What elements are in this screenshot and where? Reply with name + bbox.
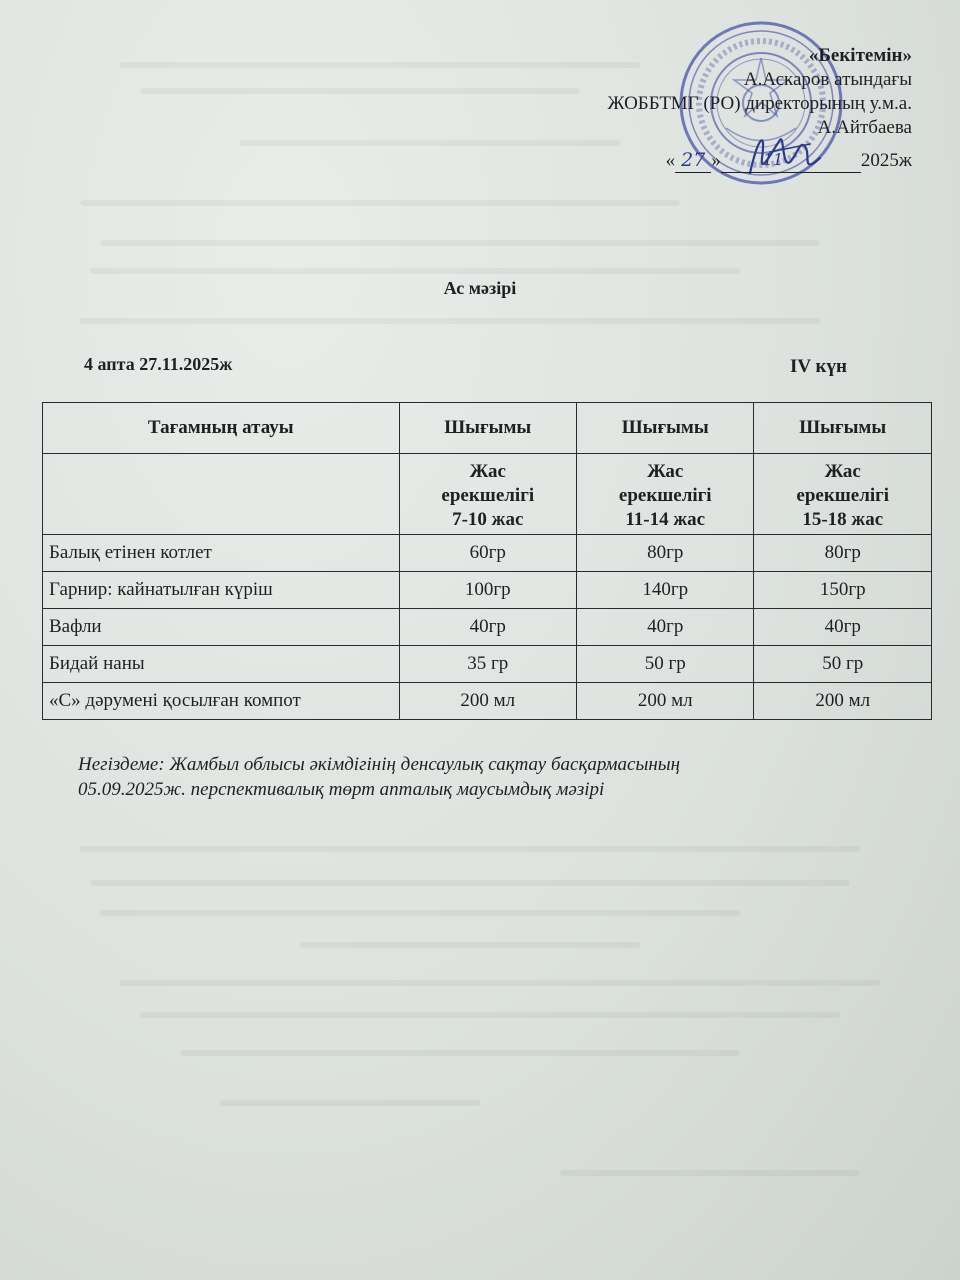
bleed-through-line	[300, 942, 640, 948]
table-row	[43, 572, 932, 609]
bleed-through-line	[100, 240, 820, 246]
header-yield: Шығымы	[754, 403, 932, 454]
dish-name: Вафли	[43, 609, 400, 646]
bleed-through-line	[120, 62, 640, 68]
age-group-label: ерекшелігі	[441, 485, 535, 506]
portion-7-10: 35 гр	[399, 646, 576, 683]
age-group-cell	[399, 454, 576, 535]
approval-school: А.Аскаров атындағы	[743, 69, 912, 90]
bleed-through-line	[80, 846, 860, 852]
date-day: 27	[675, 148, 711, 173]
age-group-label: Жас	[647, 461, 684, 482]
table-row	[43, 646, 932, 683]
portion-7-10: 40гр	[399, 609, 576, 646]
age-group-label: ерекшелігі	[796, 485, 890, 506]
basis-note	[78, 752, 878, 802]
bleed-through-line	[180, 1050, 740, 1056]
portion-11-14: 200 мл	[577, 683, 754, 720]
bleed-through-line	[80, 200, 680, 206]
date-month-blank	[721, 150, 861, 173]
portion-11-14: 40гр	[577, 609, 754, 646]
menu-table	[42, 402, 932, 720]
approval-heading: «Бекітемін»	[808, 45, 912, 66]
bleed-through-line	[140, 88, 580, 94]
approval-position: ЖОББТМГ (РО) директорының у.м.а.	[607, 93, 912, 114]
header-yield: Шығымы	[399, 403, 576, 454]
age-group-label: ерекшелігі	[618, 485, 712, 506]
portion-15-18: 40гр	[754, 609, 932, 646]
portion-15-18: 150гр	[754, 572, 932, 609]
bleed-through-line	[140, 1012, 840, 1018]
bleed-through-line	[80, 318, 820, 324]
bleed-through-line	[560, 1170, 860, 1176]
dish-name: Гарнир: кайнатылған күріш	[43, 572, 400, 609]
bleed-through-line	[220, 1100, 480, 1106]
table-row	[43, 609, 932, 646]
approval-block	[608, 44, 912, 173]
bleed-through-line	[120, 980, 880, 986]
age-group-label: Жас	[469, 461, 506, 482]
basis-line: 05.09.2025ж. перспективалық төрт апталық маусымдық мәзірі	[78, 779, 605, 800]
age-group-cell	[577, 454, 754, 535]
dish-name: Балық етінен котлет	[43, 535, 400, 572]
week-date: 4 апта 27.11.2025ж	[84, 354, 233, 374]
date-year: 2025ж	[860, 150, 912, 171]
portion-15-18: 200 мл	[754, 683, 932, 720]
portion-15-18: 50 гр	[754, 646, 932, 683]
age-group-label: Жас	[824, 461, 861, 482]
dish-name: «С» дәрумені қосылған компот	[43, 683, 400, 720]
table-header-row	[43, 403, 932, 454]
age-group-cell	[754, 454, 932, 535]
portion-7-10: 60гр	[399, 535, 576, 572]
bleed-through-line	[90, 880, 850, 886]
portion-11-14: 140гр	[577, 572, 754, 609]
header-yield: Шығымы	[577, 403, 754, 454]
age-group-empty-cell	[43, 454, 400, 535]
portion-11-14: 50 гр	[577, 646, 754, 683]
bleed-through-line	[90, 268, 740, 274]
age-group-range: 15-18 жас	[802, 509, 884, 530]
portion-7-10: 200 мл	[399, 683, 576, 720]
table-row	[43, 683, 932, 720]
page-title: Ас мәзірі	[443, 278, 517, 298]
bleed-through-line	[240, 140, 620, 146]
age-group-range: 7-10 жас	[452, 509, 524, 530]
dish-name: Бидай наны	[43, 646, 400, 683]
header-dish-name: Тағамның атауы	[43, 403, 400, 454]
basis-line: Негіздеме: Жамбыл облысы әкімдігінің денсаулық сақтау басқармасының	[78, 754, 681, 775]
approval-date	[608, 148, 912, 173]
table-row	[43, 535, 932, 572]
bleed-through-line	[100, 910, 740, 916]
approval-director-name: А.Айтбаева	[817, 117, 912, 138]
portion-7-10: 100гр	[399, 572, 576, 609]
date-quote-close: »	[711, 150, 721, 171]
date-month: 11	[762, 150, 784, 169]
day-number: IV күн	[790, 356, 847, 377]
portion-15-18: 80гр	[754, 535, 932, 572]
portion-11-14: 80гр	[577, 535, 754, 572]
date-quote-open: «	[665, 150, 676, 171]
age-group-range: 11-14 жас	[625, 509, 706, 530]
age-group-row	[43, 454, 932, 535]
